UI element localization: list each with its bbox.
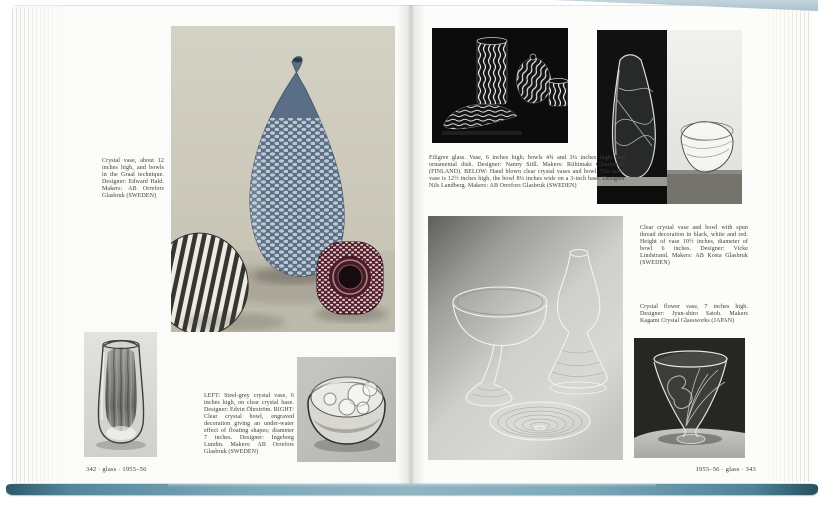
folio-left: 342 · glass · 1955–56 — [86, 466, 147, 473]
hand-blown-crystal-photo — [428, 216, 623, 460]
caption-steel-grey-vase-and-bowl: LEFT: Steel-grey crystal vase, 6 inches high, on clear crystal base. Designer: Edvin Öhrström. RIGHT: Clear crystal bowl, engraved decoration giving an under-water effect of floating shapes; diameter 7 inches. Designer: Ingeborg Lundin. Makers: AB Orrefors Glasbruk (SWEDEN) — [204, 393, 294, 455]
page-edges-left — [12, 7, 66, 482]
graal-technique-vases-photo — [171, 26, 395, 332]
hand-blown-crystal-art — [428, 216, 623, 460]
caption-graal-vase: Crystal vase, about 12 inches high, and bowls in the Graal technique. Designer: Edward Hald. Makers: AB Orrefors Glasbruk (SWEDEN) — [102, 158, 164, 199]
steel-vase-art — [84, 332, 157, 457]
graal-photo-art — [171, 26, 395, 332]
engraved-bowl-art — [297, 357, 396, 462]
engraved-bowl-photo — [297, 357, 396, 462]
steel-grey-vase-photo — [84, 332, 157, 457]
filigree-glass-photo — [432, 28, 568, 143]
folio-right: 1955–56 · glass · 343 — [695, 466, 756, 473]
caption-kagami-vase: Crystal flower vase, 7 inches high. Designer: Jyun-shiro Satoh. Makers Kagami Crystal Glassworks (JAPAN) — [640, 304, 748, 324]
caption-filigree-and-hand-blown: Filigree glass. Vase, 6 inches high; bowls 4¾ and 3¼ inches high; and ornamental dish. Designer: Nanny Still. Makers: Riihimaki Glassworks (FINLAND). BELOW: Hand blown clear crystal vases and bowl. The taller vase is 12½ inches high, the bowl 8¼ inches wide on a 3-inch base. Designer Nils Landberg. Makers: AB Orrefors Glasbruk (SWEDEN) — [429, 155, 625, 189]
kagami-flower-vase-photo — [634, 338, 745, 458]
caption-spun-thread: Clear crystal vase and bowl with spun thread decoration in black, white and red. Height of vase 10½ inches, diameter of bowl 6 inches. Designer: Vicke Lindstrand. Makers: AB Kosta Glasbruk (SWEDEN) — [640, 225, 748, 266]
filigree-art — [432, 28, 568, 143]
kagami-vase-art — [634, 338, 745, 458]
page-edges-right — [756, 7, 812, 482]
book-cover-bottom-edge — [6, 484, 818, 495]
